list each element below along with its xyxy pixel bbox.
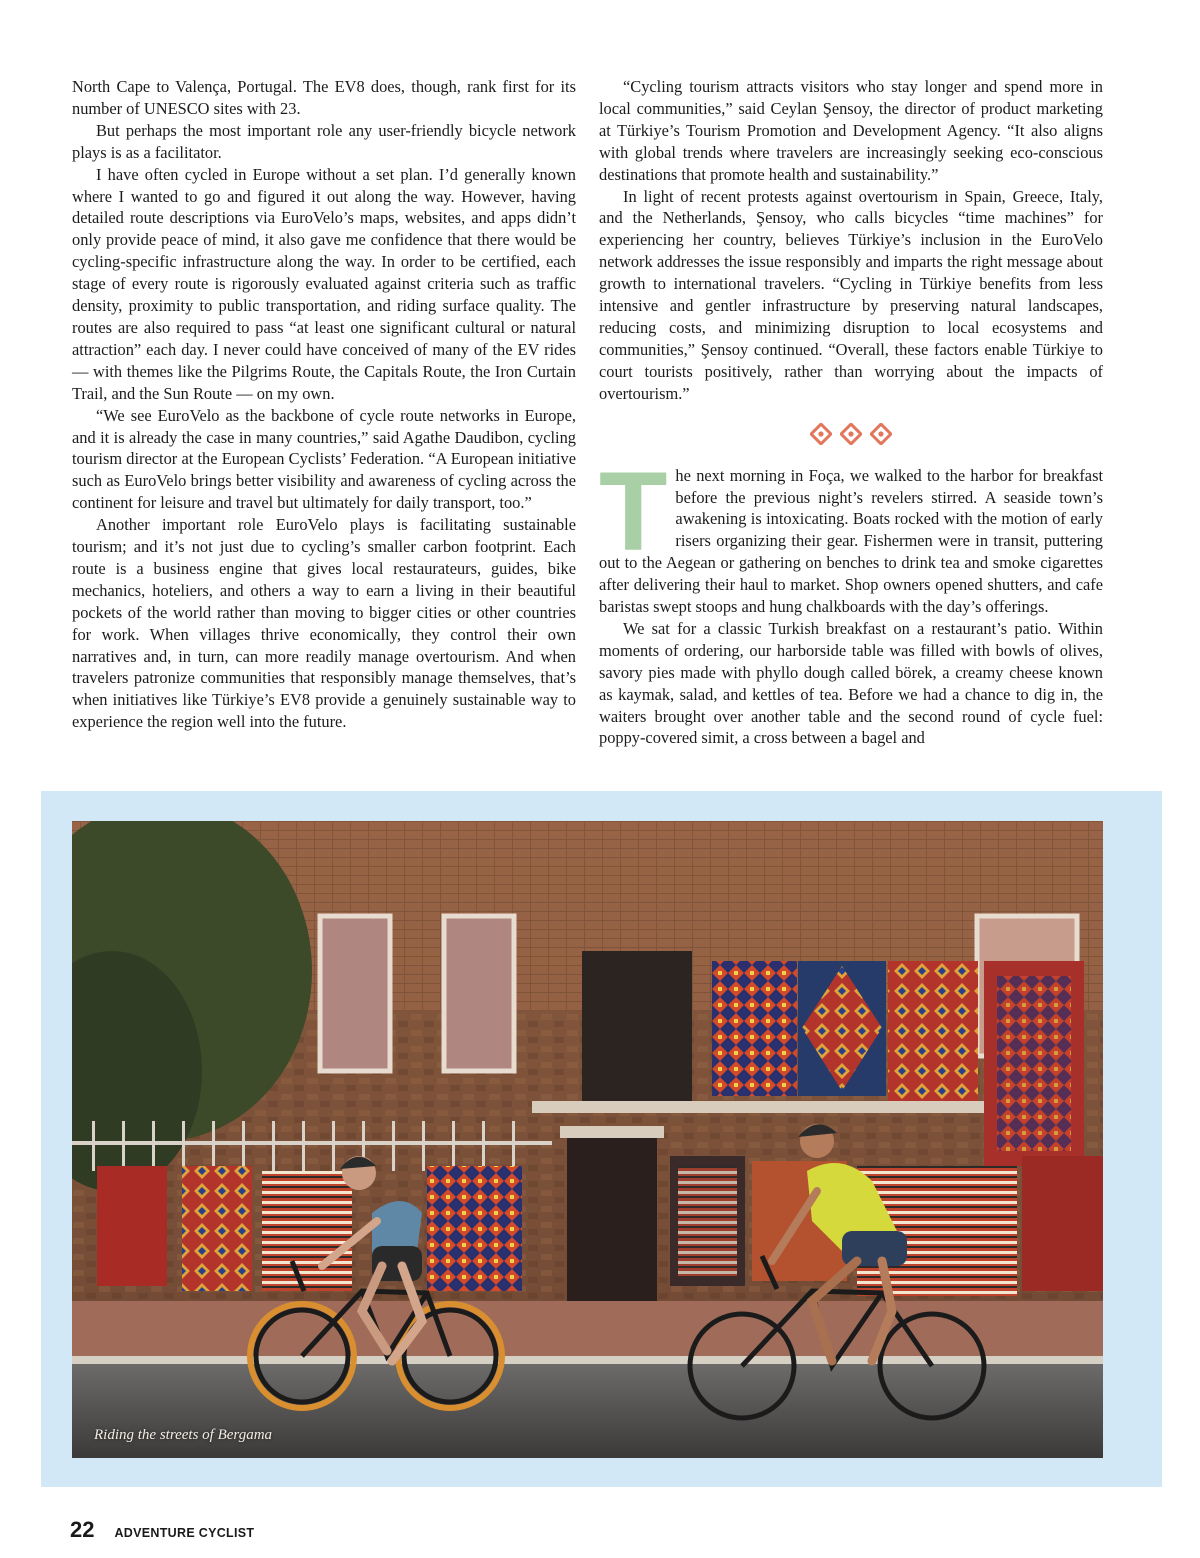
body-paragraph: I have often cycled in Europe without a set plan. I’d generally known where I wanted to go and figured it out along the way. However, having detailed route descriptions via EuroVelo’s maps, websites, and apps didn’t only provide peace of mind, it also gave me confidence that there would be cycling-specific infrastructure along the way. In order to be certified, each stage of every route is rigorously evaluated against criteria such as traffic density, proximity to public transportation, and riding surface quality. The routes are also required to pass “at least one significant cultural or natural attraction” each day. I never could have conceived of many of the EV rides — with themes like the Pilgrims Route, the Capitals Route, the Iron Curtain Trail, and the Sun Route — on my own.	[72, 164, 576, 403]
body-paragraph: “We see EuroVelo as the backbone of cycle route networks in Europe, and it is already the case in many countries,” said Agathe Daudibon, cycling tourism director at the European Cyclists’ Federation. “A European initiative such as EuroVelo brings better visibility and awareness of cycling across the continent for leisure and travel but ultimately for daily transport, too.”	[72, 405, 576, 513]
diamond-ornament-icon	[810, 423, 832, 445]
photo-caption: Riding the streets of Bergama	[94, 1427, 273, 1443]
body-paragraph: We sat for a classic Turkish breakfast on a restaurant’s patio. Within moments of ordering, our harborside table was filled with bowls of olives, savory pies made with phyllo dough called börek, a creamy cheese known as kaymak, salad, and kettles of tea. Before we had a chance to dig in, the waiters brought over another table and the second round of cycle fuel: poppy-covered simit, a cross between a bagel and	[599, 618, 1103, 748]
dropcap-paragraph-text: he next morning in Foça, we walked to the harbor for breakfast before the previous night’s revelers stirred. A seaside town’s awakening is intoxicating. Boats rocked with the motion of early risers organizing their gear. Fishermen were in transit, puttering out to the Aegean or gathering on benches to drink tea and smoke cigarettes after delivering their haul to market. Shop owners opened shutters, and cafe baristas swept stoops and hung chalkboards with the day’s offerings.	[599, 465, 1103, 617]
page-number: 22	[70, 1517, 95, 1542]
body-paragraph: North Cape to Valença, Portugal. The EV8 does, though, rank first for its number of UNESCO sites with 23.	[72, 77, 576, 118]
diamond-ornament-icon	[840, 423, 862, 445]
body-paragraph: Another important role EuroVelo plays is facilitating sustainable tourism; and it’s not just due to cycling’s smaller carbon footprint. Each route is a business engine that gives local restaurateurs, guides, bike mechanics, hoteliers, and others a way to earn a living in their beautiful pockets of the world rather than moving to bigger cities or other countries for work. When villages thrive economically, they control their own narratives and, in turn, can more readily manage overtourism. And when travelers patronize communities that responsibly manage themselves, that’s when initiatives like Türkiye’s EV8 provide a genuinely sustainable way to experience the region well into the future.	[72, 515, 576, 732]
left-column	[72, 76, 576, 733]
body-paragraph: In light of recent protests against overtourism in Spain, Greece, Italy, and the Netherlands, Şensoy, who calls bicycles “time machines” for experiencing her country, believes Türkiye’s inclusion in the EuroVelo network addresses the issue responsibly and imparts the right message about growth to international travelers. “Cycling in Türkiye benefits from less intensive and gentler infrastructure by preserving natural landscapes, reducing costs, and minimizing disruption to local ecosystems and communities,” Şensoy continued. “Overall, these factors enable Türkiye to court tourists positively, rather than worrying about the impacts of overtourism.”	[599, 186, 1103, 403]
section-divider	[599, 423, 1103, 445]
cyclists-photo-illustration	[72, 821, 1103, 1458]
cyclists-photo	[72, 821, 1103, 1458]
body-paragraph: But perhaps the most important role any user-friendly bicycle network plays is as a facilitator.	[72, 120, 576, 162]
right-column	[599, 76, 1103, 749]
magazine-name: ADVENTURE CYCLIST	[114, 1526, 255, 1540]
dropcap-letter: T	[599, 448, 668, 574]
diamond-ornament-icon	[870, 423, 892, 445]
page-footer	[70, 1517, 254, 1543]
dropcap-paragraph	[599, 448, 1103, 618]
body-paragraph: “Cycling tourism attracts visitors who stay longer and spend more in local communities,” said Ceylan Şensoy, the director of product marketing at Türkiye’s Tourism Promotion and Development Agency. “It also aligns with global trends where travelers are increasingly seeking eco-conscious destinations that promote health and sustainability.”	[599, 77, 1103, 184]
